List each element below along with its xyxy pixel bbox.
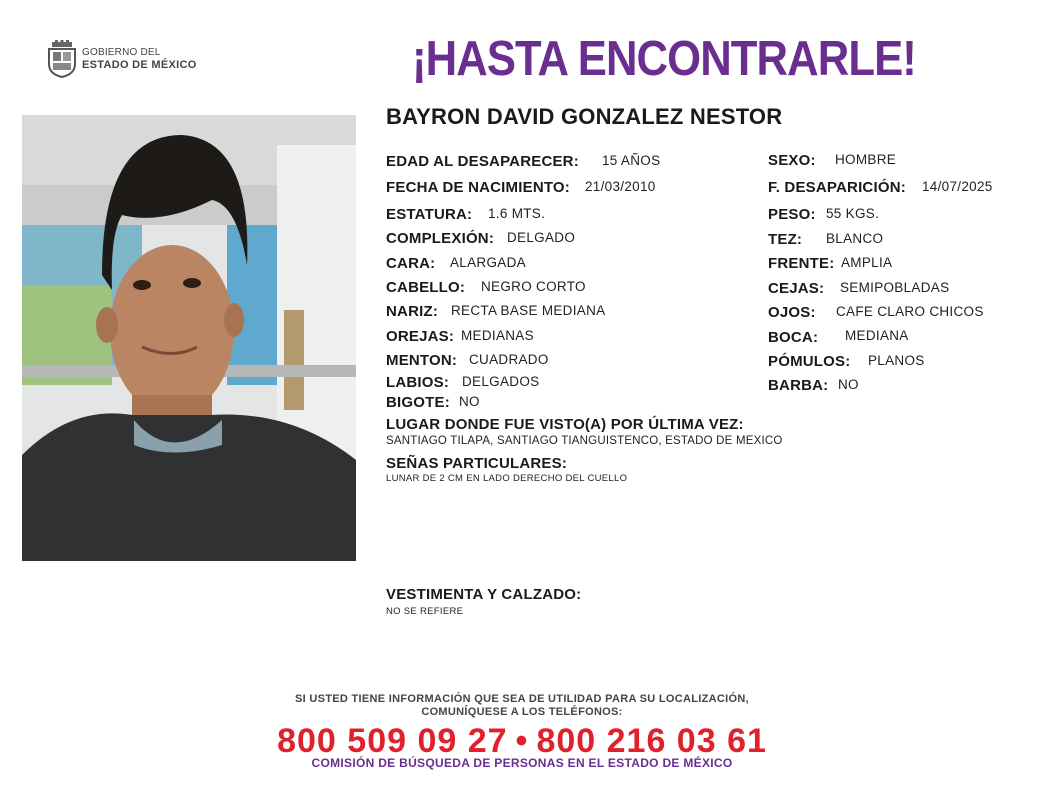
field-height	[386, 206, 546, 224]
field-label: MENTON:	[386, 352, 458, 369]
distinguishing-marks-label: SEÑAS PARTICULARES:	[386, 455, 568, 472]
field-value: 1.6 MTS.	[488, 206, 546, 221]
distinguishing-marks-value: LUNAR DE 2 CM EN LADO DERECHO DEL CUELLO	[386, 473, 628, 484]
field-value: 55 KGS.	[826, 206, 880, 221]
field-age	[386, 153, 661, 171]
field-value: DELGADO	[507, 230, 576, 245]
logo-line-2: ESTADO DE MÉXICO	[82, 59, 197, 71]
phone-number-2[interactable]: 800 216 03 61	[536, 722, 767, 760]
field-value: SEMIPOBLADAS	[840, 280, 950, 295]
field-label: OJOS:	[768, 304, 816, 321]
headline: ¡HASTA ENCONTRARLE!	[412, 32, 916, 86]
field-label: EDAD AL DESAPARECER:	[386, 153, 579, 170]
field-label: FECHA DE NACIMIENTO:	[386, 179, 570, 196]
field-eyebrows	[768, 280, 950, 298]
field-label: BOCA:	[768, 329, 819, 346]
field-chin	[386, 352, 549, 370]
field-disappearance-date	[768, 179, 993, 197]
field-label: CABELLO:	[386, 279, 466, 296]
coat-of-arms-icon	[46, 40, 78, 78]
field-face	[386, 255, 526, 273]
field-value: NEGRO CORTO	[481, 279, 586, 294]
field-beard	[768, 377, 859, 395]
phone-separator: •	[515, 722, 529, 760]
field-weight	[768, 206, 880, 224]
field-value: DELGADOS	[462, 374, 540, 389]
field-value: 14/07/2025	[922, 179, 993, 194]
logo-line-1: GOBIERNO DEL	[82, 47, 161, 58]
field-label: COMPLEXIÓN:	[386, 230, 495, 247]
clothing-value: NO SE REFIERE	[386, 606, 464, 617]
portrait-illustration	[22, 115, 356, 561]
field-label: PÓMULOS:	[768, 353, 851, 370]
field-cheekbones	[768, 353, 925, 371]
field-value: CAFE CLARO CHICOS	[836, 304, 984, 319]
field-label: OREJAS:	[386, 328, 455, 345]
field-value: PLANOS	[868, 353, 925, 368]
commission-name: COMISIÓN DE BÚSQUEDA DE PERSONAS EN EL ESTADO DE MÉXICO	[311, 756, 733, 770]
field-label: TEZ:	[768, 231, 803, 248]
field-lips	[386, 374, 540, 392]
field-forehead	[768, 255, 893, 273]
field-ears	[386, 328, 534, 346]
field-value: AMPLIA	[841, 255, 893, 270]
field-value: ALARGADA	[450, 255, 526, 270]
field-label: NARIZ:	[386, 303, 439, 320]
field-sex	[768, 152, 897, 170]
clothing-label: VESTIMENTA Y CALZADO:	[386, 586, 582, 603]
field-value: HOMBRE	[835, 152, 897, 167]
last-seen-value: SANTIAGO TILAPA, SANTIAGO TIANGUISTENCO, ESTADO DE MEXICO	[386, 435, 783, 447]
field-nose	[386, 303, 606, 321]
field-value: BLANCO	[826, 231, 884, 246]
last-seen-label: LUGAR DONDE FUE VISTO(A) POR ÚLTIMA VEZ:	[386, 416, 744, 433]
field-value: CUADRADO	[469, 352, 549, 367]
field-mustache	[386, 394, 480, 412]
field-complexion	[768, 231, 884, 249]
field-value: NO	[838, 377, 859, 392]
missing-person-photo	[22, 115, 356, 561]
info-line-2: COMUNÍQUESE A LOS TELÉFONOS:	[421, 706, 623, 718]
field-value: MEDIANA	[845, 328, 909, 343]
field-mouth	[768, 328, 909, 347]
field-hair	[386, 279, 586, 297]
field-birth-date	[386, 179, 656, 197]
field-build	[386, 230, 576, 248]
field-label: PESO:	[768, 206, 816, 223]
phone-number-1[interactable]: 800 509 09 27	[277, 722, 508, 760]
field-value: MEDIANAS	[461, 328, 534, 343]
field-label: SEXO:	[768, 152, 816, 169]
field-label: F. DESAPARICIÓN:	[768, 179, 906, 196]
field-eyes	[768, 304, 984, 322]
field-value: RECTA BASE MEDIANA	[451, 303, 606, 318]
field-label: ESTATURA:	[386, 206, 473, 223]
field-value: NO	[459, 394, 480, 409]
field-label: BIGOTE:	[386, 394, 450, 411]
field-value: 15 AÑOS	[602, 153, 661, 168]
field-label: LABIOS:	[386, 374, 450, 391]
info-line-1: SI USTED TIENE INFORMACIÓN QUE SEA DE UTILIDAD PARA SU LOCALIZACIÓN,	[295, 693, 749, 705]
government-logo	[46, 40, 197, 78]
field-label: CARA:	[386, 255, 436, 272]
field-value: 21/03/2010	[585, 179, 656, 194]
field-label: BARBA:	[768, 377, 829, 394]
person-name: BAYRON DAVID GONZALEZ NESTOR	[386, 104, 783, 129]
field-label: FRENTE:	[768, 255, 835, 272]
field-label: CEJAS:	[768, 280, 825, 297]
